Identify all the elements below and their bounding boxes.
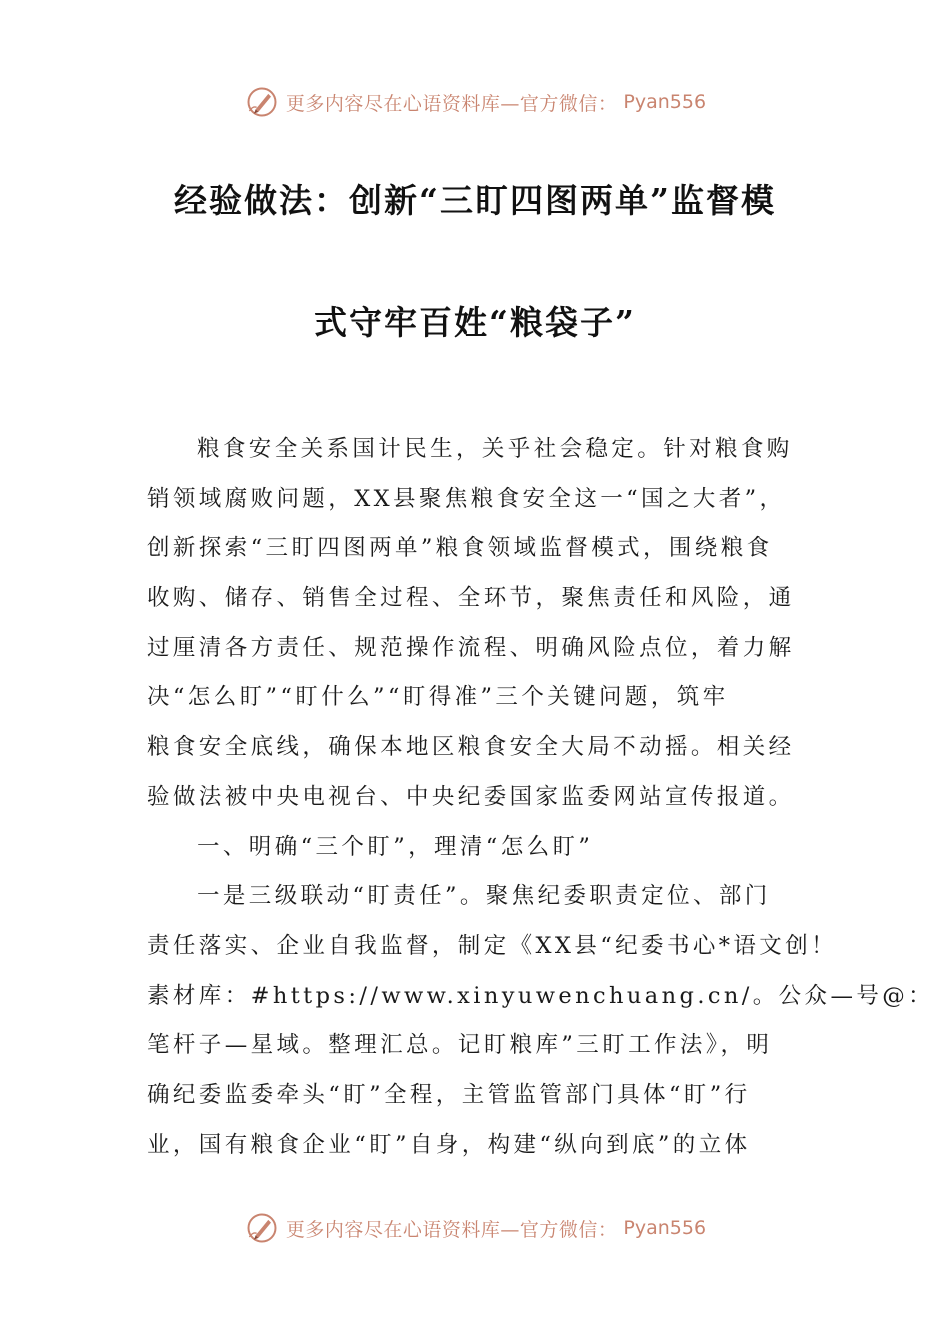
body-line: 决“怎么盯”“盯什么”“盯得准”三个关键问题，筑牢 — [147, 684, 729, 711]
pen-logo-icon — [244, 84, 280, 120]
body-line: 一是三级联动“盯责任”。聚焦纪委职责定位、部门 — [197, 883, 771, 910]
body-line: 业，国有粮食企业“盯”自身，构建“纵向到底”的立体 — [147, 1131, 751, 1158]
body-line: 笔杆子—星域。整理汇总。记盯粮库”三盯工作法》，明 — [147, 1032, 773, 1059]
body-line: 销领域腐败问题，XX县聚焦粮食安全这一“国之大者”， — [147, 485, 786, 512]
watermark-text: 更多内容尽在心语资料库—官方微信： — [285, 92, 618, 115]
watermark-banner-bottom — [0, 1208, 950, 1248]
watermark-wechat-id: Pyan556 — [623, 91, 707, 113]
body-line: 素材库：#https://www.xinyuwenchuang.cn/。公众—号@： — [147, 982, 935, 1009]
document-title-line-2: 式守牢百姓“粮袋子” — [314, 303, 636, 342]
document-body — [147, 425, 935, 1170]
watermark-text: 更多内容尽在心语资料库—官方微信： — [285, 1218, 618, 1241]
body-line: 粮食安全关系国计民生，关乎社会稳定。针对粮食购 — [197, 436, 793, 462]
section-heading: 一、明确“三个盯”，理清“怎么盯” — [197, 833, 594, 860]
pen-logo-icon — [244, 1210, 280, 1246]
body-line: 收购、储存、销售全过程、全环节，聚焦责任和风险，通 — [147, 585, 795, 612]
watermark-banner-top — [0, 82, 950, 122]
watermark-content — [244, 1210, 706, 1246]
body-line: 粮食安全底线，确保本地区粮食安全大局不动摇。相关经 — [147, 734, 795, 761]
watermark-wechat-id: Pyan556 — [623, 1217, 707, 1239]
document-title-line-1: 经验做法：创新“三盯四图两单”监督模 — [174, 181, 776, 220]
body-line: 验做法被中央电视台、中央纪委国家监委网站宣传报道。 — [147, 783, 795, 810]
body-line: 责任落实、企业自我监督，制定《XX县“纪委书心*语文创！ — [147, 932, 837, 959]
body-line: 确纪委监委牵头“盯”全程，主管监管部门具体“盯”行 — [147, 1081, 751, 1108]
body-line: 创新探索“三盯四图两单”粮食领域监督模式，围绕粮食 — [147, 535, 773, 562]
watermark-content — [244, 84, 706, 120]
body-line: 过厘清各方责任、规范操作流程、明确风险点位，着力解 — [147, 634, 795, 661]
